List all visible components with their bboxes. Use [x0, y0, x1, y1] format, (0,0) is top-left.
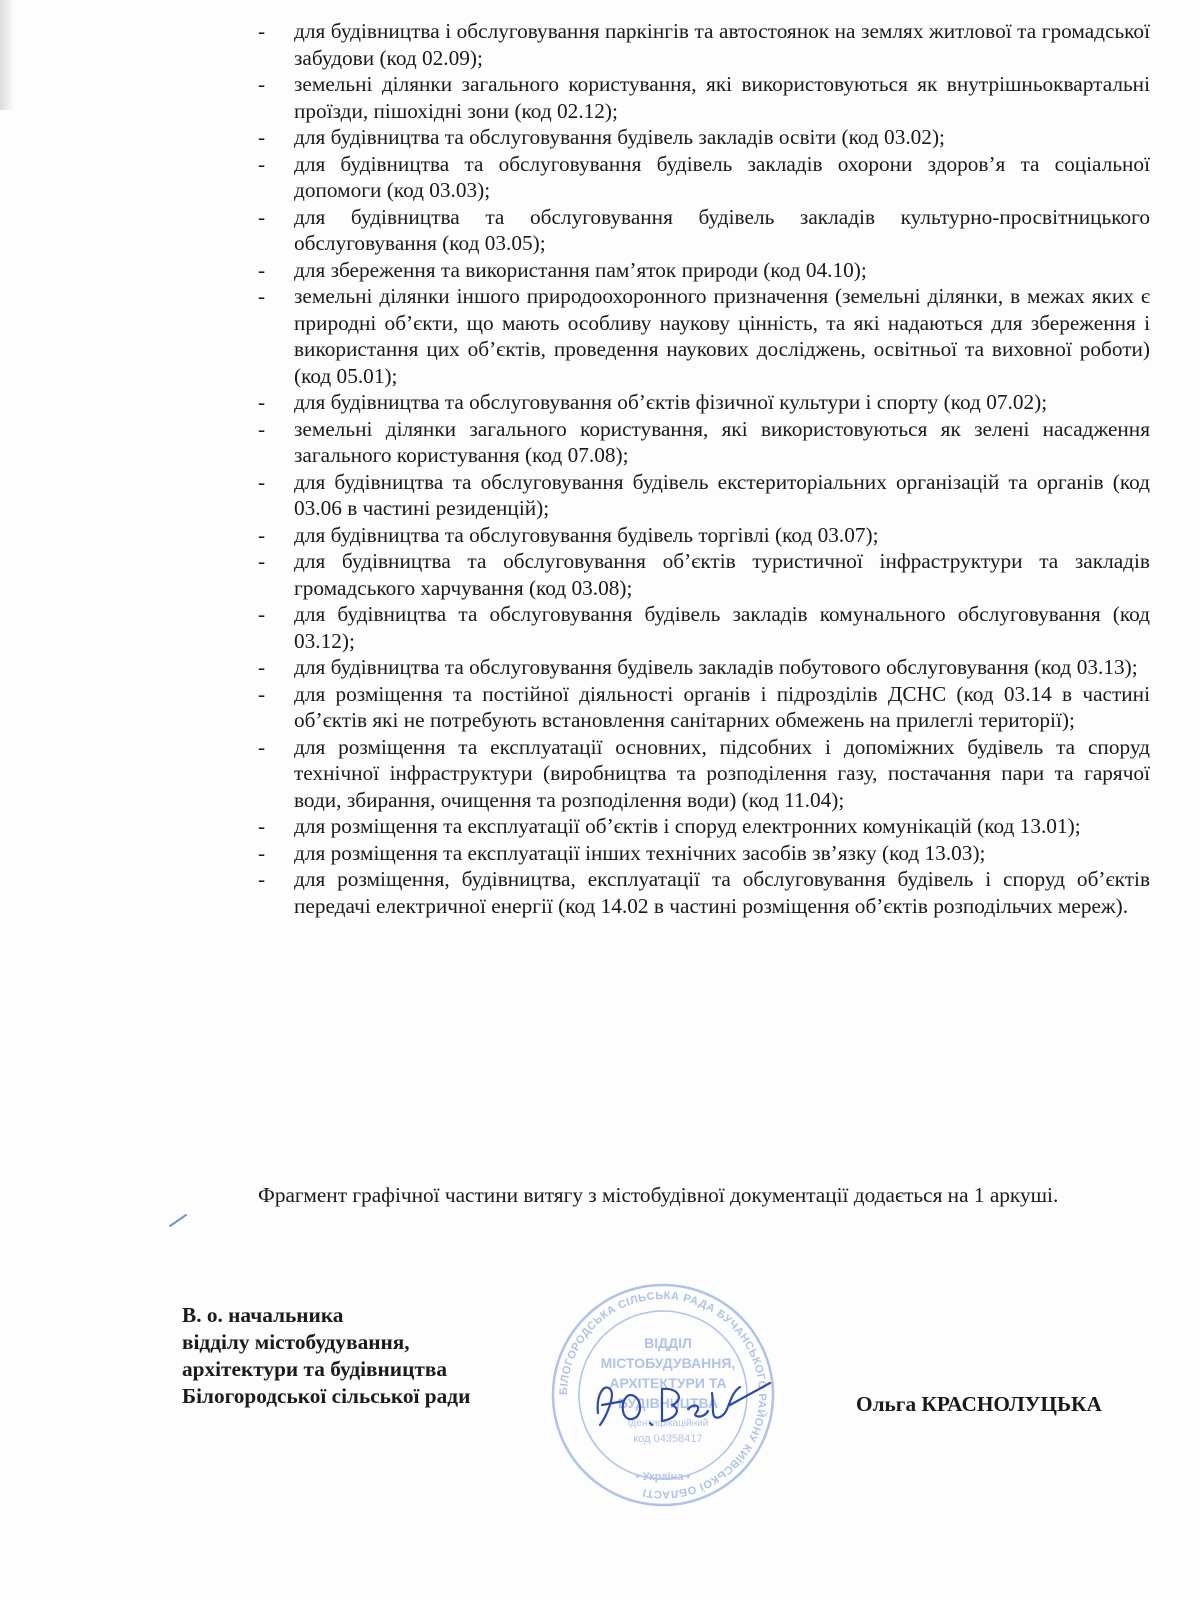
list-item: - для будівництва та обслуговування будівель закладів освіти (код 03.02); [258, 125, 945, 149]
list-item: - для будівництва та обслуговування будівель екстериторіальних організацій та органів (код 03.06 в частині резиденцій); [258, 469, 1150, 520]
signatory-title-line: відділу містобудування, [182, 1330, 410, 1354]
list-item: - для будівництва та обслуговування об’єктів фізичної культури і спорту (код 07.02); [258, 390, 1048, 414]
signatory-title-line: архітектури та будівництва [182, 1357, 447, 1381]
list-item: - для будівництва і обслуговування паркінгів та автостоянок на землях житлової та громадської забудови (код 02.09); [258, 19, 1150, 70]
pen-mark [168, 1212, 188, 1228]
list-item: - для будівництва та обслуговування об’єктів туристичної інфраструктури та закладів громадського харчування (код 03.08); [258, 549, 1150, 600]
list-item: - для розміщення та експлуатації об’єктів і споруд електронних комунікацій (код 13.01); [258, 814, 1081, 838]
list-item: - для будівництва та обслуговування будівель закладів побутового обслуговування (код 03.13); [258, 655, 1138, 679]
stamp-line: ВІДДІЛ [644, 1335, 692, 1351]
list-item: - земельні ділянки загального користування, які використовуються як внутрішньоквартальні проїзди, пішохідні зони (код 02.12); [258, 72, 1150, 123]
list-item: - для будівництва та обслуговування будівель торгівлі (код 03.07); [258, 522, 879, 547]
stamp-line: код 04358417 [633, 1433, 703, 1445]
list-item: - для будівництва та обслуговування будівель закладів комунального обслуговування (код 03.12); [258, 602, 1150, 653]
stamp-line: БУДІВНИЦТВА [617, 1395, 719, 1411]
signatory-title [182, 1302, 470, 1410]
list-item: - для розміщення та постійної діяльності органів і підрозділів ДСНС (код 03.14 в частині об’єктів які не потребують встановлення санітарних обмежень на прилеглі території); [258, 681, 1150, 732]
list-item: - земельні ділянки загального користування, які використовуються як зелені насадження загального користування (код 07.08); [258, 416, 1150, 467]
stamp-line: АРХІТЕКТУРИ ТА [609, 1375, 727, 1391]
land-use-list [258, 18, 1150, 919]
list-item: - для розміщення та експлуатації інших технічних засобів зв’язку (код 13.03); [258, 840, 986, 865]
list-item: - для будівництва та обслуговування будівель закладів культурно-просвітницького обслуговування (код 03.05); [258, 204, 1150, 255]
stamp-line: МІСТОБУДУВАННЯ, [600, 1355, 736, 1371]
signatory-name: Ольга КРАСНОЛУЦЬКА [856, 1392, 1102, 1416]
stamp-outer-text: БІЛОГОРОДСЬКА СІЛЬСЬКА РАДА БУЧАНСЬКОГО РАЙОНУ КИЇВСЬКОЇ ОБЛАСТІ [557, 1289, 769, 1501]
list-item: - для розміщення, будівництва, експлуатації та обслуговування будівель і споруд об’єктів передачі електричної енергії (код 14.02 в частині розміщення об’єктів розподільчих мереж). [258, 867, 1150, 918]
signatory-title-line: Білогородської сільської ради [182, 1384, 471, 1408]
handwritten-signature [580, 1365, 780, 1445]
closing-paragraph: Фрагмент графічної частини витягу з містобудівної документації додається на 1 аркуші. [258, 1183, 1059, 1207]
signatory-title-line: В. о. начальника [182, 1303, 344, 1327]
list-item: - для будівництва та обслуговування будівель закладів охорони здоров’я та соціальної допомоги (код 03.03); [258, 151, 1150, 202]
scan-shadow [0, 0, 14, 110]
list-item: - для збереження та використання пам’яток природи (код 04.10); [258, 257, 867, 282]
list-item: - для розміщення та експлуатації основних, підсобних і допоміжних будівель та споруд технічної інфраструктури (виробництва та розподілення газу, постачання пари та гарячої води, збирання, очищення та розподілення води) (код 11.04); [258, 734, 1150, 812]
stamp-bottom-text: • Україна • [635, 1471, 691, 1483]
stamp-line: Ідентифікаційний [627, 1418, 709, 1429]
list-item: - земельні ділянки іншого природоохоронного призначення (земельні ділянки, в межах яких є природні об’єкти, що мають особливу наукову цінність, та які надаються для збереження і використання цих об’єктів, проведення наукових досліджень, освітньої та виховної роботи) (код 05.01); [258, 284, 1150, 388]
